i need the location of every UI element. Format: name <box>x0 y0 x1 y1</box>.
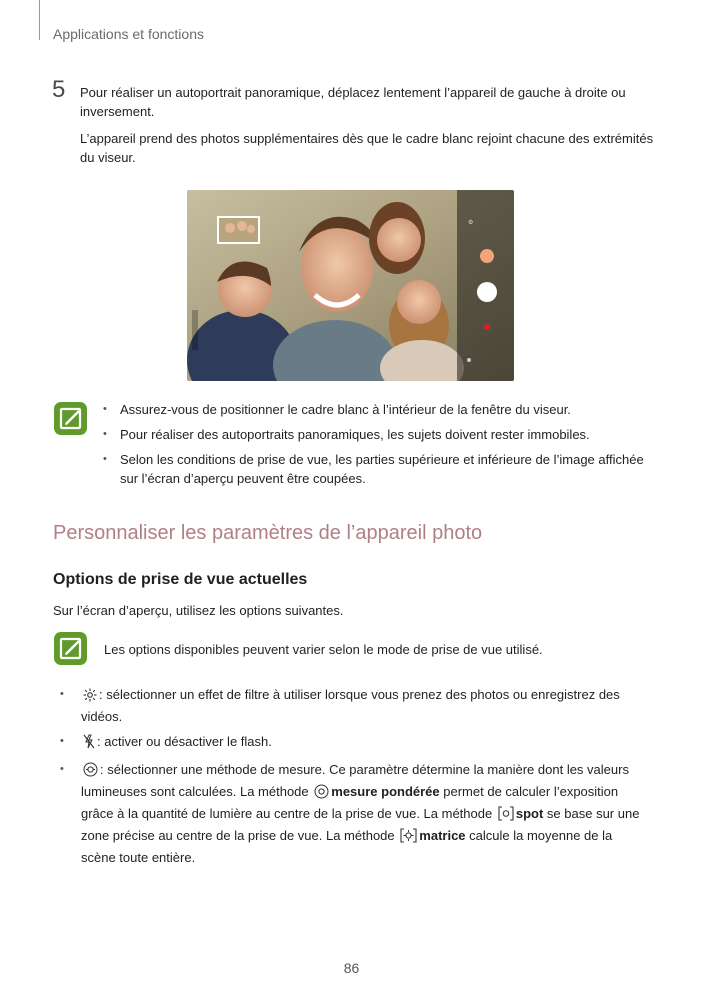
svg-text:⚙: ⚙ <box>468 219 474 226</box>
header-divider <box>39 0 40 40</box>
option-metering-text-3: se base sur une zone précise au centre de la prise de vue. La méthode <box>81 806 640 843</box>
option-flash <box>59 732 649 754</box>
page-number: 86 <box>343 960 360 976</box>
note-1-item: • Assurez-vous de positionner le cadre blanc à l’intérieur de la fenêtre du viseur. <box>102 400 647 419</box>
option-metering <box>59 760 649 867</box>
step-text-1: Pour réaliser un autoportrait panoramique, déplacez lentement l’appareil de gauche à droite ou inversement. <box>80 85 626 119</box>
step-number: 5 <box>52 76 66 103</box>
option-metering-text-2: permet de calculer l’exposition grâce à la quantité de lumière au centre de la prise de vue. La méthode <box>81 784 619 821</box>
note-pencil-icon <box>54 402 87 435</box>
metering-icon <box>83 762 98 782</box>
option-flash-text: : activer ou désactiver le flash. <box>97 734 272 749</box>
section-intro: Sur l’écran d’aperçu, utilisez les options suivantes. <box>53 603 344 618</box>
center-weighted-icon <box>314 784 329 804</box>
note-1-list <box>102 400 647 488</box>
note-pencil-icon <box>54 632 87 665</box>
note-1-item: • Selon les conditions de prise de vue, les parties supérieure et inférieure de l’image affichée sur l’écran d’aperçu peuvent être coupées. <box>102 450 647 488</box>
note-2-text: Les options disponibles peuvent varier selon le mode de prise de vue utilisé. <box>104 642 543 657</box>
option-filter-text: : sélectionner un effet de filtre à utiliser lorsque vous prenez des photos ou enregistrez des vidéos. <box>81 687 620 724</box>
flash-off-icon <box>83 734 95 754</box>
camera-preview-image <box>187 190 514 381</box>
option-metering-text-4: calcule la moyenne de la scène toute entière. <box>81 828 613 865</box>
step-text-2: L’appareil prend des photos supplémentaires dès que le cadre blanc rejoint chacune des extrémités du viseur. <box>80 131 654 165</box>
filter-effect-icon <box>83 688 97 707</box>
spot-icon <box>498 806 514 826</box>
label-center-weighted: mesure pondérée <box>331 784 440 799</box>
subsection-title: Options de prise de vue actuelles <box>53 571 308 588</box>
option-metering-text-1: : sélectionner une méthode de mesure. Ce paramètre détermine la manière dont les valeurs lumineuses sont calculées. La méthode <box>81 762 629 799</box>
label-spot: spot <box>515 806 544 821</box>
options-list <box>59 685 649 867</box>
matrix-icon <box>400 828 417 848</box>
section-title: Personnaliser les paramètres de l’appareil photo <box>53 522 483 544</box>
option-filter <box>59 685 649 726</box>
note-1-item: • Pour réaliser des autoportraits panoramiques, les sujets doivent rester immobiles. <box>102 425 647 444</box>
label-matrix: matrice <box>419 828 466 843</box>
section-header: Applications et fonctions <box>53 26 204 42</box>
